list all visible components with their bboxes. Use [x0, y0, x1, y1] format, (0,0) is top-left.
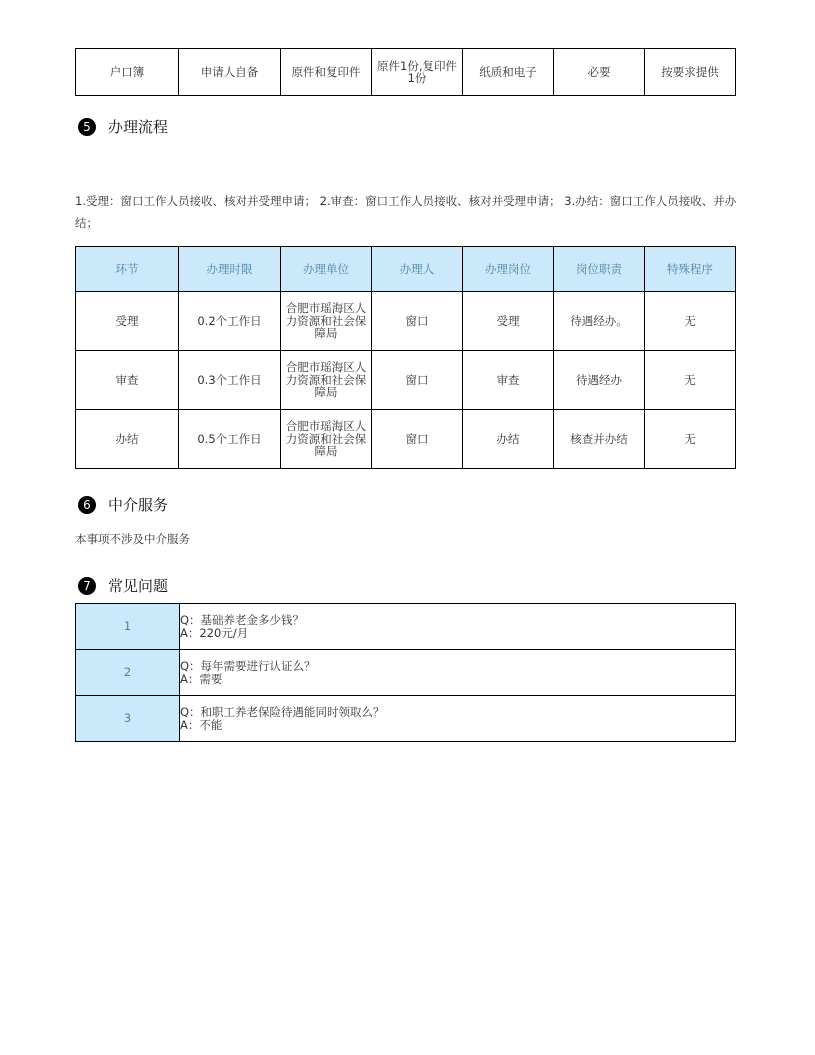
faq-question: Q：基础养老金多少钱？	[180, 612, 305, 627]
material-required-cell: 必要	[554, 49, 645, 96]
table-cell: 合肥市瑶海区人力资源和社会保障局	[281, 351, 372, 410]
table-cell: 0.3个工作日	[179, 351, 281, 410]
table-cell: 合肥市瑶海区人力资源和社会保障局	[281, 292, 372, 351]
faq-qa-cell	[180, 604, 736, 650]
column-header: 办理人	[372, 247, 463, 292]
material-name-cell: 户口簿	[76, 49, 179, 96]
table-cell: 审查	[76, 351, 179, 410]
table-cell: 无	[645, 351, 736, 410]
material-source-cell: 申请人自备	[179, 49, 281, 96]
table-cell: 待遇经办。	[554, 292, 645, 351]
table-cell: 0.5个工作日	[179, 410, 281, 469]
table-cell: 窗口	[372, 292, 463, 351]
table-cell: 无	[645, 292, 736, 351]
table-cell: 受理	[463, 292, 554, 351]
table-cell: 审查	[463, 351, 554, 410]
table-row	[76, 410, 736, 469]
faq-row	[76, 604, 736, 650]
faq-index: 3	[76, 696, 180, 742]
column-header: 岗位职责	[554, 247, 645, 292]
column-header: 办理单位	[281, 247, 372, 292]
table-cell: 无	[645, 410, 736, 469]
table-row	[76, 292, 736, 351]
process-table	[75, 246, 736, 469]
section-number-badge: 6	[78, 496, 96, 514]
table-cell: 合肥市瑶海区人力资源和社会保障局	[281, 410, 372, 469]
table-row	[76, 351, 736, 410]
faq-qa-cell	[180, 650, 736, 696]
table-header-row	[76, 247, 736, 292]
material-format-cell: 纸质和电子	[463, 49, 554, 96]
faq-index: 1	[76, 604, 180, 650]
table-row	[76, 49, 736, 96]
table-cell: 窗口	[372, 351, 463, 410]
process-description: 1.受理：窗口工作人员接收、核对并受理申请； 2.审查：窗口工作人员接收、核对并受理申请； 3.办结：窗口工作人员接收、并办结；	[75, 194, 737, 230]
section-heading-faq	[78, 575, 168, 596]
section-number-badge: 7	[78, 577, 96, 595]
table-cell: 0.2个工作日	[179, 292, 281, 351]
materials-table	[75, 48, 736, 96]
faq-table	[75, 603, 736, 742]
section-title: 中介服务	[108, 496, 169, 514]
faq-question: Q：每年需要进行认证么？	[180, 658, 316, 673]
faq-row	[76, 650, 736, 696]
table-cell: 待遇经办	[554, 351, 645, 410]
section-title: 常见问题	[108, 577, 169, 595]
table-cell: 窗口	[372, 410, 463, 469]
section-heading-intermediary	[78, 494, 168, 515]
faq-row	[76, 696, 736, 742]
faq-answer: A：需要	[180, 671, 223, 686]
table-cell: 核查并办结	[554, 410, 645, 469]
material-note-cell: 按要求提供	[645, 49, 736, 96]
table-cell: 受理	[76, 292, 179, 351]
section-title: 办理流程	[108, 118, 169, 136]
intermediary-text: 本事项不涉及中介服务	[75, 532, 190, 546]
column-header: 环节	[76, 247, 179, 292]
faq-answer: A：220元/月	[180, 625, 249, 640]
column-header: 特殊程序	[645, 247, 736, 292]
section-number-badge: 5	[78, 118, 96, 136]
faq-answer: A：不能	[180, 717, 223, 732]
faq-qa-cell	[180, 696, 736, 742]
material-form-cell: 原件和复印件	[281, 49, 372, 96]
section-heading-process	[78, 116, 168, 137]
column-header: 办理时限	[179, 247, 281, 292]
table-cell: 办结	[463, 410, 554, 469]
material-count-cell: 原件1份,复印件1份	[372, 49, 463, 96]
faq-index: 2	[76, 650, 180, 696]
table-cell: 办结	[76, 410, 179, 469]
faq-question: Q：和职工养老保险待遇能同时领取么？	[180, 704, 385, 719]
column-header: 办理岗位	[463, 247, 554, 292]
